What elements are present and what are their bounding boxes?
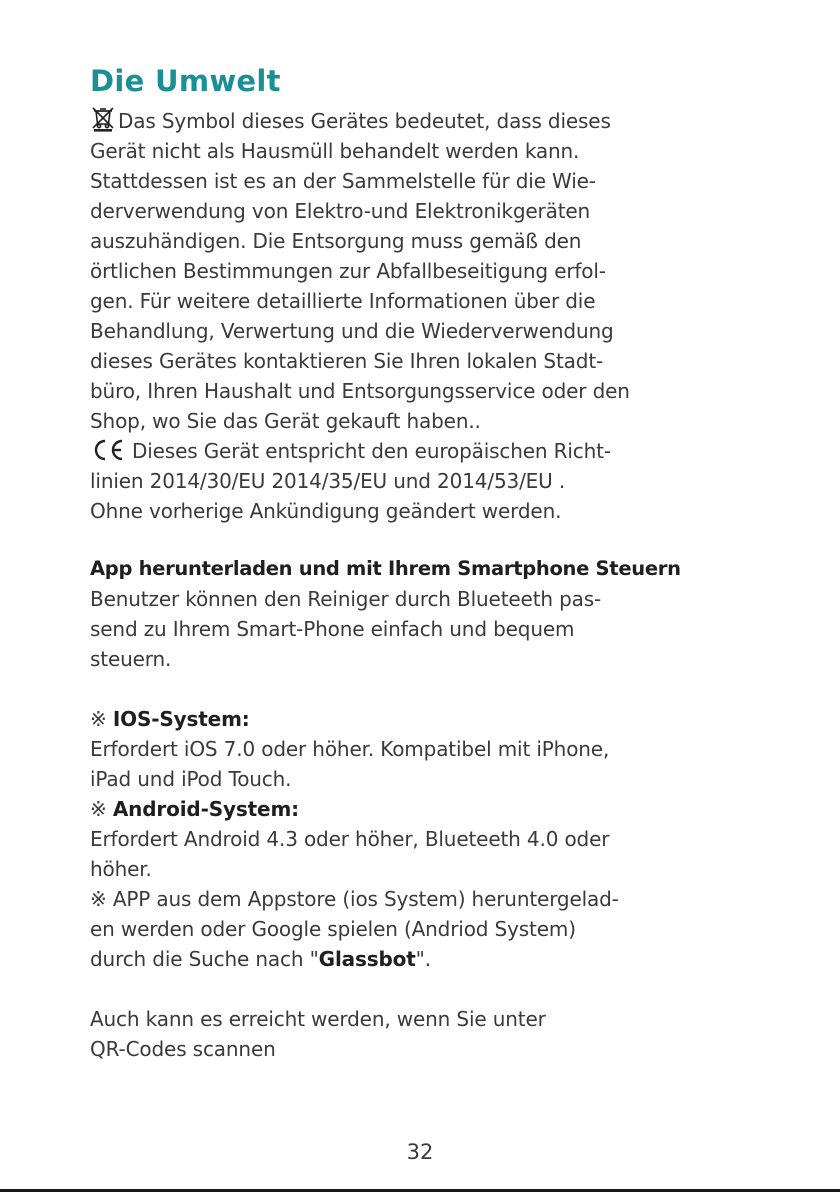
ios-title: IOS-System: [112, 707, 250, 731]
text-line: linien 2014/30/EU 2014/35/EU und 2014/53/EU . [90, 469, 566, 493]
text-line: örtlichen Bestimmungen zur Abfallbeseitigung erfol- [90, 259, 606, 283]
text-line: Shop, wo Sie das Gerät gekauft haben.. [90, 409, 481, 433]
text-line: Erfordert Android 4.3 oder höher, Blueteeth 4.0 oder [90, 827, 610, 851]
text-line: QR-Codes scannen [90, 1037, 276, 1061]
text-line: Gerät nicht als Hausmüll behandelt werden kann. [90, 139, 580, 163]
app-name: Glassbot [318, 947, 416, 971]
text-line-content: Das Symbol dieses Gerätes bedeutet, dass dieses [118, 109, 611, 133]
text-line [90, 436, 790, 466]
app-section-title: App herunterladen und mit Ihrem Smartphone Steuern [90, 557, 681, 580]
text-line: höher. [90, 857, 152, 881]
text-line-content: APP aus dem Appstore (ios System) heruntergelad- [106, 887, 619, 911]
text-line [90, 884, 790, 914]
android-title: Android-System: [112, 797, 299, 821]
app-section-body [90, 584, 790, 1064]
section-heading: Die Umwelt [90, 64, 281, 98]
reference-mark: ※ [90, 707, 107, 731]
reference-mark: ※ [90, 887, 107, 911]
environment-paragraph [90, 106, 790, 526]
blank-line [90, 674, 790, 704]
text-line: Benutzer können den Reiniger durch Blueteeth pas- [90, 587, 602, 611]
text-line: büro, Ihren Haushalt und Entsorgungsservice oder den [90, 379, 630, 403]
text-line: dieses Gerätes kontaktieren Sie Ihren lokalen Stadt- [90, 349, 604, 373]
manual-page [90, 62, 790, 1064]
page-number: 32 [406, 1140, 434, 1164]
text-line: en werden oder Google spielen (Andriod System) [90, 917, 576, 941]
text-line [90, 944, 790, 974]
text-line: gen. Für weitere detaillierte Informationen über die [90, 289, 596, 313]
text-line: auszuhändigen. Die Entsorgung muss gemäß den [90, 229, 582, 253]
text-line: steuern. [90, 647, 172, 671]
crossed-out-wheelie-bin-icon [90, 106, 116, 132]
text-line: Stattdessen ist es an der Sammelstelle für die Wie- [90, 169, 596, 193]
search-suffix: ". [415, 947, 431, 971]
text-line: send zu Ihrem Smart-Phone einfach und bequem [90, 617, 575, 641]
blank-line [90, 974, 790, 1004]
text-line: Auch kann es erreicht werden, wenn Sie unter [90, 1007, 546, 1031]
text-line: Behandlung, Verwertung und die Wiederverwendung [90, 319, 614, 343]
text-line: Erfordert iOS 7.0 oder höher. Kompatibel mit iPhone, [90, 737, 610, 761]
text-line [90, 106, 790, 136]
ce-mark-icon [90, 438, 126, 462]
text-line: derverwendung von Elektro-und Elektronikgeräten [90, 199, 591, 223]
text-line: iPad und iPod Touch. [90, 767, 292, 791]
ios-heading [90, 704, 790, 734]
search-prefix: durch die Suche nach " [90, 947, 319, 971]
reference-mark: ※ [90, 797, 107, 821]
text-line-content: Dieses Gerät entspricht den europäischen Richt- [132, 439, 611, 463]
text-line: Ohne vorherige Ankündigung geändert werden. [90, 499, 562, 523]
android-heading [90, 794, 790, 824]
